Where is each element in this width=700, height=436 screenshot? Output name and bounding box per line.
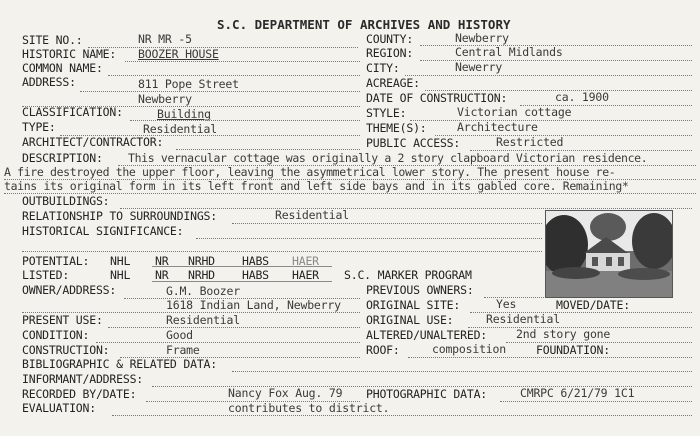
- original-use-label: ORIGINAL USE:: [366, 313, 454, 327]
- listed-nr: NR: [155, 268, 169, 282]
- photographic-data-value: CMRPC 6/21/79 1C1: [520, 386, 635, 400]
- moved-date-label: MOVED/DATE:: [556, 298, 630, 312]
- historic-name-label: HISTORIC NAME:: [22, 47, 117, 61]
- description-line3: tains its original form in its left front and left side bays and in its gabled core. Remaining*: [4, 179, 629, 193]
- city-line: [405, 75, 692, 76]
- description-label: DESCRIPTION:: [22, 151, 103, 165]
- evaluation-line: [112, 415, 692, 416]
- style-line: [410, 120, 692, 121]
- style-value: Victorian cottage: [457, 105, 572, 119]
- classification-label: CLASSIFICATION:: [22, 105, 123, 119]
- card-header: S.C. DEPARTMENT OF ARCHIVES AND HISTORY: [217, 17, 511, 32]
- owner-line2: 1618 Indian Land, Newberry: [166, 298, 341, 312]
- address-line2: Newberry: [138, 92, 192, 106]
- common-name-line: [108, 75, 360, 76]
- owner-address-label: OWNER/ADDRESS:: [22, 283, 117, 297]
- region-value: Central Midlands: [455, 45, 563, 59]
- present-use-label: PRESENT USE:: [22, 313, 103, 327]
- photographic-data-label: PHOTOGRAPHIC DATA:: [366, 387, 488, 401]
- city-value: Newerry: [455, 60, 503, 74]
- historical-significance-label: HISTORICAL SIGNIFICANCE:: [22, 224, 184, 238]
- public-access-value: Restricted: [496, 135, 564, 149]
- original-use-value: Residential: [486, 312, 560, 326]
- architect-label: ARCHITECT/CONTRACTOR:: [22, 135, 164, 149]
- potential-nhl: NHL: [110, 254, 131, 268]
- listed-label: LISTED:: [22, 268, 70, 282]
- public-access-label: PUBLIC ACCESS:: [366, 136, 461, 150]
- themes-label: THEME(S):: [366, 121, 427, 135]
- present-use-line: [108, 327, 360, 328]
- evaluation-label: EVALUATION:: [22, 401, 96, 415]
- type-value: Residential: [143, 122, 217, 136]
- date-construction-value: ca. 1900: [555, 90, 609, 104]
- address-line1: 811 Pope Street: [138, 77, 239, 91]
- bibliographic-line: [232, 371, 692, 372]
- roof-value: composition: [432, 342, 506, 356]
- potential-nrhd: NRHD: [188, 254, 215, 268]
- potential-haer: HAER: [292, 254, 319, 268]
- photographic-data-line: [500, 401, 692, 402]
- present-use-value: Residential: [166, 313, 240, 327]
- roof-label: ROOF:: [366, 343, 400, 357]
- city-label: CITY:: [366, 61, 400, 75]
- previous-owners-label: PREVIOUS OWNERS:: [366, 283, 474, 297]
- altered-label: ALTERED/UNALTERED:: [366, 328, 488, 342]
- site-no-line: [88, 47, 358, 48]
- construction-value: Frame: [166, 343, 200, 357]
- construction-label: CONSTRUCTION:: [22, 343, 110, 357]
- listed-habs: HABS: [242, 268, 269, 282]
- style-label: STYLE:: [366, 106, 407, 120]
- bibliographic-label: BIBLIOGRAPHIC & RELATED DATA:: [22, 357, 217, 371]
- potential-underline: [152, 266, 332, 267]
- county-label: COUNTY:: [366, 32, 414, 46]
- historic-name-line: [125, 61, 360, 62]
- informant-label: INFORMANT/ADDRESS:: [22, 372, 144, 386]
- listed-nhl: NHL: [110, 268, 131, 282]
- themes-value: Architecture: [457, 120, 538, 134]
- roof-line: [408, 357, 692, 358]
- relationship-value: Residential: [275, 208, 349, 222]
- listed-underline: [152, 281, 332, 282]
- description-line1: This vernacular cottage was originally a 2 story clapboard Victorian residence.: [128, 151, 648, 165]
- classification-line: [130, 120, 360, 121]
- date-construction-label: DATE OF CONSTRUCTION:: [366, 91, 508, 105]
- condition-value: Good: [166, 328, 193, 342]
- evaluation-value: contributes to district.: [228, 401, 390, 415]
- property-photo: [545, 210, 673, 298]
- region-label: REGION:: [366, 46, 414, 60]
- potential-label: POTENTIAL:: [22, 254, 90, 268]
- altered-value: 2nd story gone: [516, 327, 611, 341]
- description-line2: A fire destroyed the upper floor, leaving the asymmetrical lower story. The present house re-: [4, 165, 616, 179]
- recorded-by-label: RECORDED BY/DATE:: [22, 387, 137, 401]
- blank-line: [22, 251, 542, 252]
- architect-line: [176, 149, 360, 150]
- address-line: [80, 91, 360, 92]
- acreage-label: ACREAGE:: [366, 76, 420, 90]
- owner-line1: G.M. Boozer: [166, 284, 240, 298]
- site-no-label: SITE NO.:: [22, 33, 83, 47]
- outbuildings-label: OUTBUILDINGS:: [22, 194, 110, 208]
- themes-line: [435, 135, 692, 136]
- listed-nrhd: NRHD: [188, 268, 215, 282]
- recorded-by-value: Nancy Fox Aug. 79: [228, 386, 343, 400]
- original-site-value: Yes: [496, 297, 517, 311]
- foundation-label: FOUNDATION:: [536, 343, 610, 357]
- potential-nr: NR: [155, 254, 169, 268]
- original-site-label: ORIGINAL SITE:: [366, 298, 461, 312]
- potential-habs: HABS: [242, 254, 269, 268]
- site-no-value: NR MR -5: [138, 32, 192, 46]
- historic-name-value: BOOZER HOUSE: [138, 47, 219, 61]
- address-label: ADDRESS:: [22, 75, 76, 89]
- condition-label: CONDITION:: [22, 328, 90, 342]
- house-photo-image: [546, 211, 672, 297]
- relationship-line: [232, 223, 542, 224]
- relationship-label: RELATIONSHIP TO SURROUNDINGS:: [22, 209, 217, 223]
- listed-haer: HAER: [292, 268, 319, 282]
- classification-value: Building: [157, 107, 211, 121]
- type-label: TYPE:: [22, 120, 56, 134]
- condition-line: [96, 342, 360, 343]
- marker-program-label: S.C. MARKER PROGRAM: [344, 268, 472, 282]
- historical-significance-line: [196, 238, 542, 239]
- common-name-label: COMMON NAME:: [22, 61, 103, 75]
- county-value: Newberry: [455, 31, 509, 45]
